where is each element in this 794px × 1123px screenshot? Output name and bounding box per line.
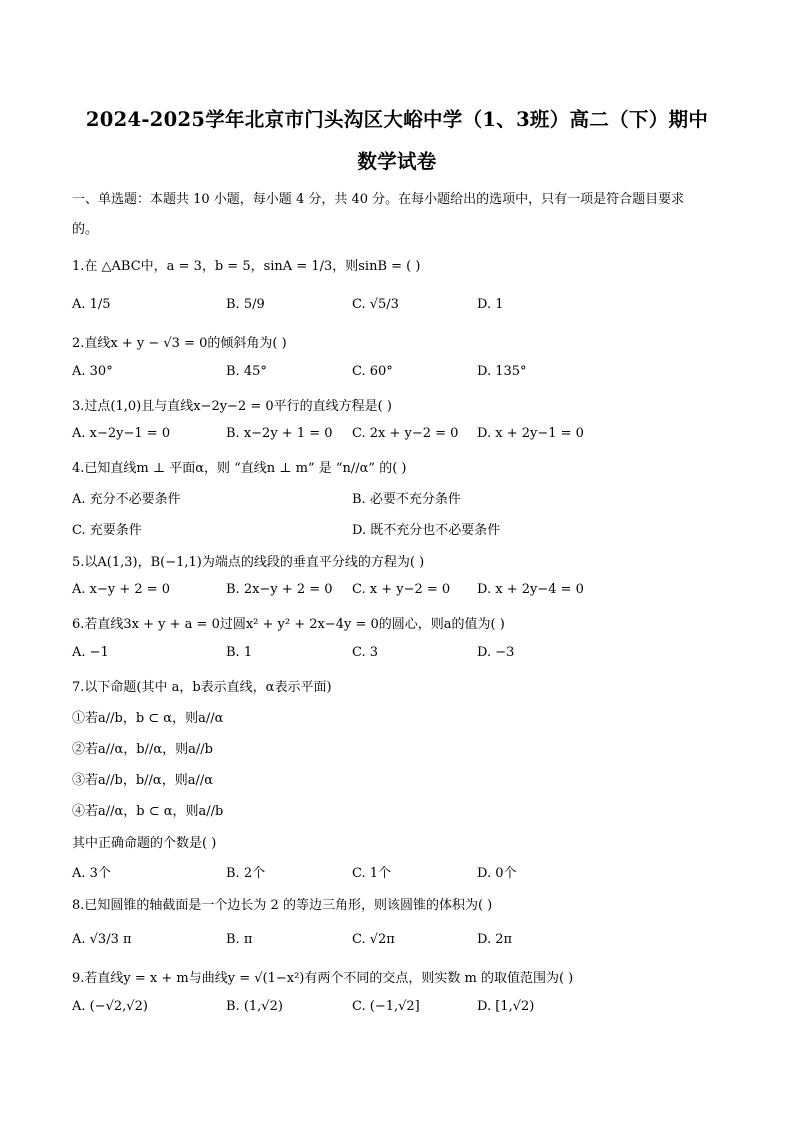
question-7-stem: 7.以下命题(其中 a，b表示直线，α表示平面) [72, 680, 332, 695]
question-3-stem: 3.过点(1,0)且与直线x−2y−2 = 0平行的直线方程是( ) [72, 399, 392, 414]
question-3-option-c: C. 2x + y−2 = 0 [352, 426, 459, 441]
question-3-option-d: D. x + 2y−1 = 0 [477, 426, 584, 441]
question-5-option-d: D. x + 2y−4 = 0 [477, 582, 584, 597]
question-5-option-b: B. 2x−y + 2 = 0 [226, 582, 333, 597]
question-9-option-d: D. [1,√2) [477, 999, 535, 1014]
question-4-option-a: A. 充分不必要条件 [72, 492, 181, 507]
question-4-option-c: C. 充要条件 [72, 523, 142, 538]
question-3-option-a: A. x−2y−1 = 0 [72, 426, 171, 441]
question-9-option-a: A. (−√2,√2) [72, 999, 148, 1014]
question-4-option-d: D. 既不充分也不必要条件 [352, 523, 501, 538]
section-instructions-cont: 的。 [72, 222, 99, 237]
question-1-option-c: C. √5/3 [352, 297, 399, 312]
exam-subtitle: 数学试卷 [357, 150, 437, 173]
question-7-proposition-3: ③若a//b，b//α，则a//α [72, 773, 213, 788]
question-1-option-d: D. 1 [477, 297, 504, 312]
question-1-stem: 1.在 △ABC中，a = 3，b = 5，sinA = 1/3，则sinB = ( ) [72, 259, 421, 274]
question-1-option-b: B. 5/9 [226, 297, 265, 312]
question-7-proposition-2: ②若a//α，b//α，则a//b [72, 742, 213, 757]
question-4-stem: 4.已知直线m ⊥ 平面α，则 “直线n ⊥ m” 是 “n//α” 的( ) [72, 461, 407, 476]
question-5-stem: 5.以A(1,3)，B(−1,1)为端点的线段的垂直平分线的方程为( ) [72, 555, 425, 570]
question-6-option-b: B. 1 [226, 645, 253, 660]
question-7-option-c: C. 1个 [352, 866, 392, 881]
question-8-option-c: C. √2π [352, 932, 395, 947]
question-5-option-c: C. x + y−2 = 0 [352, 582, 451, 597]
question-8-option-d: D. 2π [477, 932, 513, 947]
question-9-option-b: B. (1,√2) [226, 999, 283, 1014]
question-9-option-c: C. (−1,√2] [352, 999, 420, 1014]
question-7-proposition-1: ①若a//b，b ⊂ α，则a//α [72, 711, 224, 726]
question-7-proposition-4: ④若a//α，b ⊂ α，则a//b [72, 804, 224, 819]
question-7-option-d: D. 0个 [477, 866, 517, 881]
question-7-option-a: A. 3个 [72, 866, 111, 881]
question-2-stem: 2.直线x + y − √3 = 0的倾斜角为( ) [72, 336, 287, 351]
question-4-option-b: B. 必要不充分条件 [352, 492, 461, 507]
question-7-followup: 其中正确命题的个数是( ) [72, 836, 217, 851]
question-6-option-c: C. 3 [352, 645, 379, 660]
section-instructions: 一、单选题：本题共 10 小题，每小题 4 分，共 40 分。在每小题给出的选项中，只有一项是符合题目要求 [72, 192, 685, 207]
question-5-option-a: A. x−y + 2 = 0 [72, 582, 171, 597]
exam-title: 2024-2025学年北京市门头沟区大峪中学（1、3班）高二（下）期中 [85, 108, 709, 131]
question-7-option-b: B. 2个 [226, 866, 266, 881]
question-9-stem: 9.若直线y = x + m与曲线y = √(1−x²)有两个不同的交点，则实数 m 的取值范围为( ) [72, 971, 574, 986]
question-6-option-d: D. −3 [477, 645, 515, 660]
question-2-option-d: D. 135° [477, 364, 527, 379]
question-1-option-a: A. 1/5 [72, 297, 111, 312]
question-6-stem: 6.若直线3x + y + a = 0过圆x² + y² + 2x−4y = 0的圆心，则a的值为( ) [72, 617, 505, 632]
question-2-option-a: A. 30° [72, 364, 113, 379]
question-8-stem: 8.已知圆锥的轴截面是一个边长为 2 的等边三角形，则该圆锥的体积为( ) [72, 898, 493, 913]
question-2-option-c: C. 60° [352, 364, 393, 379]
question-8-option-a: A. √3/3 π [72, 932, 132, 947]
question-8-option-b: B. π [226, 932, 253, 947]
question-2-option-b: B. 45° [226, 364, 267, 379]
question-3-option-b: B. x−2y + 1 = 0 [226, 426, 333, 441]
question-6-option-a: A. −1 [72, 645, 109, 660]
